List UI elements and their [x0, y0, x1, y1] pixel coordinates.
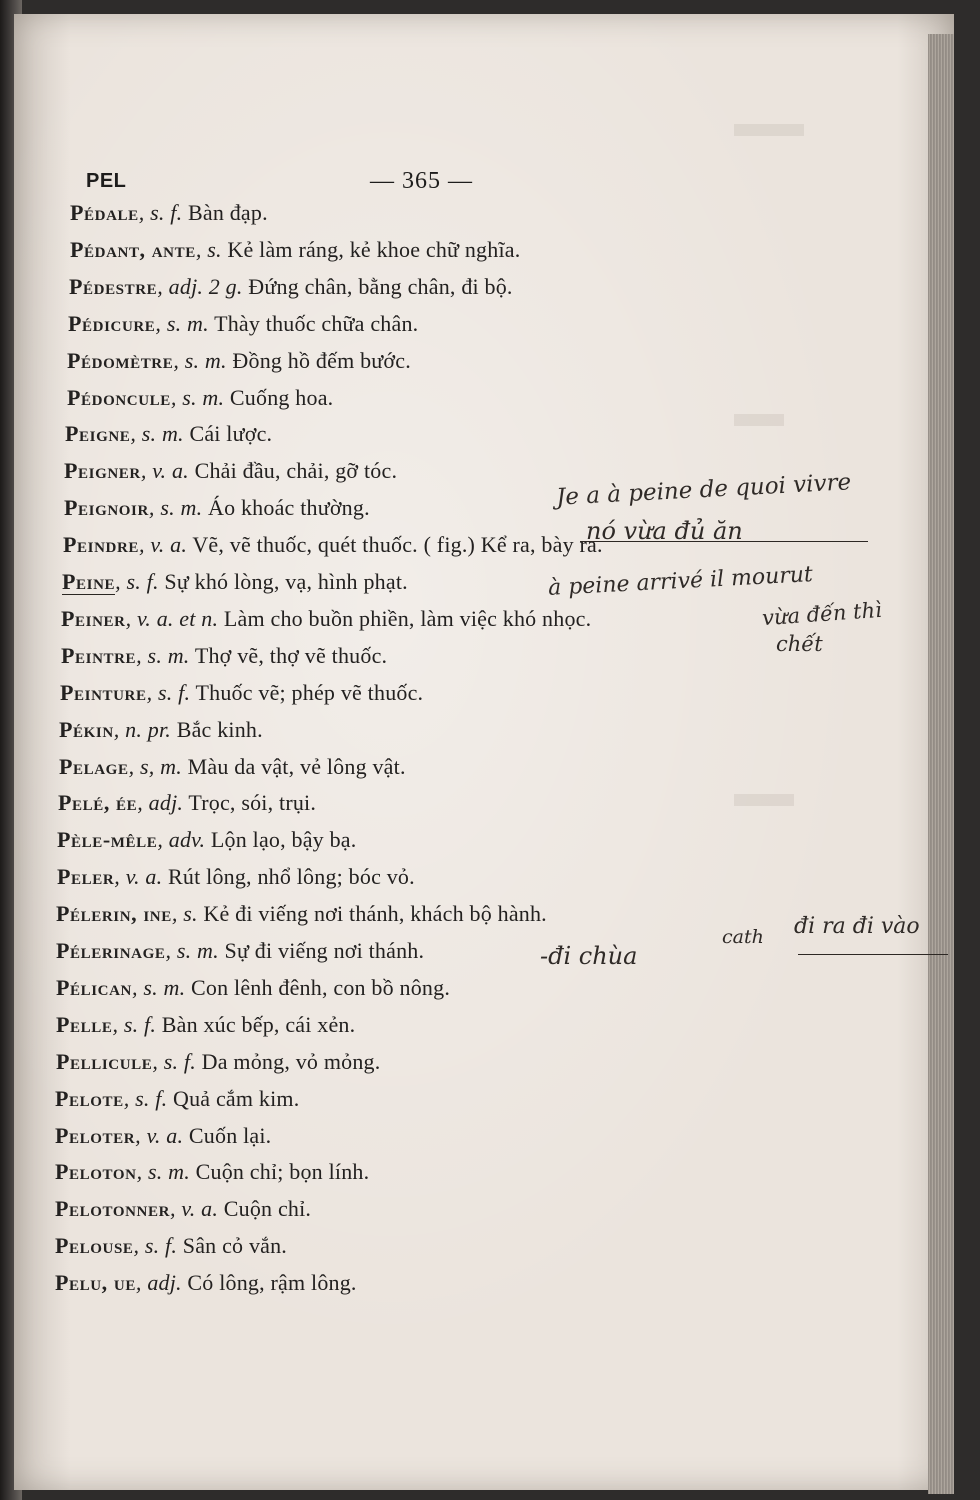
headword: Pédale [70, 200, 139, 225]
handwritten-note: vừa đến thì [761, 597, 883, 631]
dictionary-entry [65, 421, 272, 447]
headword: Pellicule [56, 1049, 153, 1074]
headword: Peintre [61, 643, 137, 668]
grammar-label: , adj. [135, 1270, 182, 1295]
headword: Pelouse [55, 1233, 134, 1258]
headword: Pelu, ue [55, 1270, 136, 1295]
dictionary-entry [59, 717, 263, 743]
grammar-label: , s. m. [170, 385, 225, 410]
definition: Quả cắm kim. [167, 1086, 300, 1111]
headword: Pélerin, ine [56, 901, 172, 926]
dictionary-entry [62, 569, 408, 595]
headword: Peloton [55, 1159, 137, 1184]
grammar-label: , v. a. [138, 532, 188, 557]
headword: Pelage [59, 754, 129, 779]
definition: Đồng hồ đếm bước. [226, 348, 411, 373]
grammar-label: , s. f. [115, 569, 159, 594]
definition: Da mỏng, vỏ mỏng. [195, 1049, 381, 1074]
headword: Pédestre [69, 274, 158, 299]
grammar-label: , s. m. [148, 495, 203, 520]
definition: Rút lông, nhổ lông; bóc vỏ. [162, 864, 415, 889]
dictionary-entry [56, 1012, 355, 1038]
dictionary-entry [64, 458, 397, 484]
handwritten-note: chết [776, 632, 823, 656]
handwritten-note: à peine arrivé il mourut [547, 562, 814, 601]
definition: Bàn đạp. [182, 200, 268, 225]
dictionary-entry [69, 274, 513, 300]
dictionary-entry [55, 1233, 287, 1259]
definition: Đứng chân, bằng chân, đi bộ. [242, 274, 513, 299]
grammar-label: , s. [171, 901, 198, 926]
definition: Lộn lạo, bậy bạ. [205, 827, 357, 852]
dictionary-page [14, 14, 954, 1490]
grammar-label: , s. m. [136, 1159, 190, 1184]
handwritten-underline [580, 541, 868, 542]
headword: Peler [57, 864, 115, 889]
grammar-label: , s. [195, 237, 222, 262]
headword: Pelote [55, 1086, 124, 1111]
dictionary-entry [61, 606, 591, 632]
grammar-label: , s. f. [112, 1012, 157, 1037]
dictionary-entry [63, 532, 603, 558]
dictionary-entry [70, 237, 520, 263]
definition: Thuốc vẽ; phép vẽ thuốc. [190, 680, 424, 705]
handwritten-note: Je a à peine de quoi vivre [555, 469, 852, 511]
definition: Vẽ, vẽ thuốc, quét thuốc. ( fig.) Kể ra, bày ra. [187, 532, 603, 557]
dictionary-entry [56, 975, 450, 1001]
handwritten-note: nó vừa đủ ăn [586, 517, 743, 545]
dictionary-entry [68, 311, 418, 337]
headword: Peinture [60, 680, 147, 705]
headword: Peigner [64, 458, 141, 483]
dictionary-entry [57, 864, 415, 890]
headword: Pélerinage [56, 938, 166, 963]
dictionary-entry [67, 348, 411, 374]
grammar-label: , s. f. [133, 1233, 178, 1258]
grammar-label: , v. a. [140, 458, 189, 483]
grammar-label: , adj. 2 g. [157, 274, 243, 299]
handwritten-note: cath [722, 926, 764, 948]
definition: Trọc, sói, trụi. [183, 790, 317, 815]
definition: Thợ vẽ, thợ vẽ thuốc. [189, 643, 388, 668]
dictionary-entry [64, 495, 370, 521]
dictionary-entry [61, 643, 387, 669]
bleed-through [734, 124, 804, 136]
definition: Kẻ làm ráng, kẻ khoe chữ nghĩa. [221, 237, 521, 262]
headword: Pédicure [68, 311, 156, 336]
grammar-label: , adv. [157, 827, 206, 852]
definition: Cuống hoa. [224, 385, 334, 410]
definition: Thày thuốc chữa chân. [208, 311, 419, 336]
headword: Pèle-mêle [57, 827, 158, 852]
headword: Pelle [56, 1012, 113, 1037]
definition: Cái lược. [183, 421, 273, 446]
bleed-through [734, 794, 794, 806]
definition: Sân cỏ vắn. [177, 1233, 288, 1258]
headword: Pékin [59, 717, 114, 742]
dictionary-entry [55, 1159, 369, 1185]
dictionary-entry [55, 1123, 271, 1149]
handwritten-note: đi ra đi vào [794, 914, 920, 939]
headword: Peignoir [64, 495, 149, 520]
definition: Bắc kinh. [171, 717, 263, 742]
headword: Pédant, ante [70, 237, 196, 262]
grammar-label: , s. m. [130, 421, 184, 446]
grammar-label: , s. m. [173, 348, 227, 373]
definition: Có lông, rậm lông. [181, 1270, 357, 1295]
grammar-label: , s. m. [131, 975, 186, 1000]
grammar-label: , s. m. [155, 311, 209, 336]
dictionary-entry [58, 790, 316, 816]
handwritten-note: -đi chùa [540, 942, 638, 970]
definition: Cuộn chỉ. [218, 1196, 312, 1221]
dictionary-entry [60, 680, 423, 706]
dictionary-entry [55, 1270, 357, 1296]
headword: Pédoncule [67, 385, 171, 410]
grammar-label: , v. a. et n. [125, 606, 219, 631]
grammar-label: , s. f. [138, 200, 183, 225]
headword: Peigne [65, 421, 131, 446]
definition: Con lênh đênh, con bồ nông. [185, 975, 451, 1000]
dictionary-entry [56, 901, 547, 927]
grammar-label: , s. f. [152, 1049, 196, 1074]
page-number: — 365 — [370, 168, 473, 194]
headword: Peindre [63, 532, 139, 557]
bleed-through [734, 414, 784, 426]
grammar-label: , v. a. [170, 1196, 219, 1221]
definition: Áo khoác thường. [202, 495, 370, 520]
handwritten-underline [798, 954, 948, 955]
headword: Pélican [56, 975, 132, 1000]
headword: Peiner [61, 606, 126, 631]
grammar-label: , s. f. [123, 1086, 168, 1111]
page-edges [928, 34, 954, 1494]
definition: Chải đầu, chải, gỡ tóc. [188, 458, 398, 483]
definition: Kẻ đi viếng nơi thánh, khách bộ hành. [197, 901, 547, 926]
dictionary-entry [67, 385, 333, 411]
dictionary-entry [56, 1049, 380, 1075]
definition: Cuốn lại. [183, 1123, 272, 1148]
dictionary-entry [59, 754, 406, 780]
headword: Peloter [55, 1123, 136, 1148]
definition: Bàn xúc bếp, cái xẻn. [156, 1012, 356, 1037]
headword: Pédomètre [67, 348, 174, 373]
definition: Màu da vật, vẻ lông vật. [181, 754, 406, 779]
dictionary-entry [56, 938, 424, 964]
headword: Pelotonner [55, 1196, 171, 1221]
grammar-label: , s. m. [165, 938, 219, 963]
grammar-label: , adj. [137, 790, 184, 815]
running-head: PEL [86, 170, 127, 192]
dictionary-entry [57, 827, 356, 853]
dictionary-entry [70, 200, 268, 226]
grammar-label: , s. m. [136, 643, 190, 668]
grammar-label: , s, m. [128, 754, 182, 779]
grammar-label: , s. f. [146, 680, 191, 705]
grammar-label: , n. pr. [113, 717, 172, 742]
definition: Cuộn chỉ; bọn lính. [189, 1159, 370, 1184]
definition: Sự khó lòng, vạ, hình phạt. [158, 569, 408, 594]
dictionary-entry [55, 1086, 299, 1112]
grammar-label: , v. a. [114, 864, 163, 889]
headword: Peine [62, 569, 116, 594]
dictionary-entry [55, 1196, 311, 1222]
definition: Làm cho buồn phiền, làm việc khó nhọc. [218, 606, 592, 631]
definition: Sự đi viếng nơi thánh. [218, 938, 425, 963]
headword: Pelé, ée [58, 790, 138, 815]
grammar-label: , v. a. [135, 1123, 184, 1148]
